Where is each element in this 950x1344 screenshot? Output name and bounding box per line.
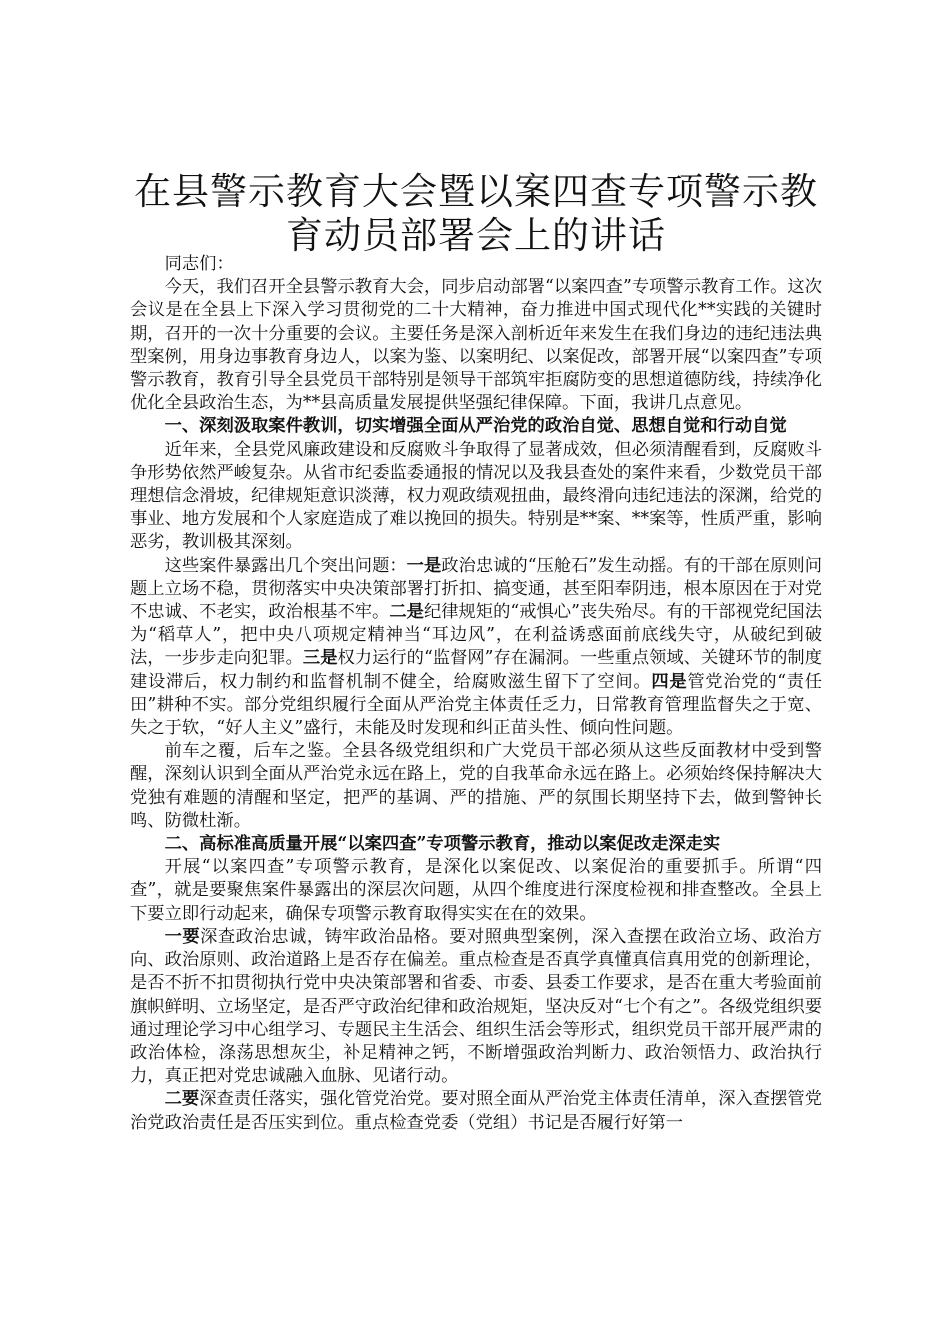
paragraph-check-2 xyxy=(130,1088,822,1134)
problem-2-text: 纪律规矩的“戒惧心”丧失殆尽。有的干部视党纪国法为“稻草人”，把中央八项规定精神当“耳边风”，在利益诱惑面前底线失守，从破纪到破法，一步步走向犯罪。 xyxy=(130,602,822,669)
paragraph-four-checks: 开展“以案四查”专项警示教育，是深化以案促改、以案促治的重要抓手。所谓“四查”，就是要聚焦案件暴露出的深层次问题，从四个维度进行深度检视和排查整改。全县上下要立即行动起来，确保专项警示教育取得实实在在的效果。 xyxy=(130,857,822,924)
check-2-keyword: 二要 xyxy=(164,1089,200,1110)
problem-4-text: 管党治党的“责任田”耕种不实。部分党组织履行全面从严治党主体责任乏力，日常教育管理监督失之于宽、失之于软，“好人主义”盛行，未能及时发现和纠正苗头性、倾向性问题。 xyxy=(130,671,822,739)
intro-paragraph: 今天，我们召开全县警示教育大会，同步启动部署“以案四查”专项警示教育工作。这次会议是在全县上下深入学习贯彻党的二十大精神，奋力推进中国式现代化**实践的关键时期，召开的一次十分重要的会议。主要任务是深入剖析近年来发生在我们身边的违纪违法典型案例，用身边事教育身边人，以案为鉴、以案明纪、以案促改，部署开展“以案四查”专项警示教育，教育引导全县党员干部特别是领导干部筑牢拒腐防变的思想道德防线，持续净化优化全县政治生态，为**县高质量发展提供坚强纪律保障。下面，我讲几点意见。 xyxy=(130,277,822,414)
check-1-keyword: 一要 xyxy=(164,926,201,947)
problem-2-keyword: 二是 xyxy=(389,602,424,623)
problem-3-keyword: 三是 xyxy=(302,648,338,669)
check-1-text: 深查政治忠诚，铸牢政治品格。要对照典型案例，深入查摆在政治立场、政治方向、政治原则、政治道路上是否存在偏差。重点检查是否真学真懂真信真用党的创新理论，是否不折不扣贯彻执行党中央决策部署和省委、市委、县委工作要求，是否在重大考验面前旗帜鲜明、立场坚定，是否严守政治纪律和政治规矩，坚决反对“七个有之”。各级党组织要通过理论学习中心组学习、专题民主生活会、组织生活会等形式，组织党员干部开展严肃的政治体检，涤荡思想灰尘，补足精神之钙，不断增强政治判断力、政治领悟力、政治执行力，真正把对党忠诚融入血脉、见诸行动。 xyxy=(130,926,822,1087)
paragraph-problems xyxy=(130,555,822,741)
section-heading-2: 二、高标准高质量开展“以案四查”专项警示教育，推动以案促改走深走实 xyxy=(164,834,721,855)
paragraph-lessons: 前车之覆，后车之鉴。全县各级党组织和广大党员干部必须从这些反面教材中受到警醒，深刻认识到全面从严治党永远在路上，党的自我革命永远在路上。必须始终保持解决大党独有难题的清醒和坚定，把严的基调、严的措施、严的氛围长期坚持下去，做到警钟长鸣、防微杜渐。 xyxy=(130,741,822,831)
paragraph-check-1 xyxy=(130,926,822,1088)
document-body xyxy=(130,253,822,1135)
section-heading-1: 一、深刻汲取案件教训，切实增强全面从严治党的政治自觉、思想自觉和行动自觉 xyxy=(164,416,787,437)
problem-1-keyword: 一是 xyxy=(406,555,442,576)
problems-lead: 这些案件暴露出几个突出问题： xyxy=(164,555,407,576)
paragraph-recent-years: 近年来，全县党风廉政建设和反腐败斗争取得了显著成效，但必须清醒看到，反腐败斗争形势依然严峻复杂。从省市纪委监委通报的情况以及我县查处的案件来看，少数党员干部理想信念滑坡，纪律规矩意识淡薄，权力观政绩观扭曲，最终滑向违纪违法的深渊，给党的事业、地方发展和个人家庭造成了难以挽回的损失。特别是**案、**案等，性质严重，影响恶劣，教训极其深刻。 xyxy=(130,439,822,553)
problem-1-text: 政治忠诚的“压舱石”发生动摇。有的干部在原则问题上立场不稳，贯彻落实中央决策部署打折扣、搞变通，甚至阳奉阴违，根本原因在于对党不忠诚、不老实，政治根基不牢。 xyxy=(130,555,822,623)
problem-3-text: 权力运行的“监督网”存在漏洞。一些重点领域、关键环节的制度建设滞后，权力制约和监督机制不健全，给腐败滋生留下了空间。 xyxy=(130,648,822,692)
problem-4-keyword: 四是 xyxy=(651,671,688,692)
check-2-text: 深查责任落实，强化管党治党。要对照全面从严治党主体责任清单，深入查摆管党治党政治责任是否压实到位。重点检查党委（党组）书记是否履行好第一 xyxy=(130,1089,822,1133)
salutation: 同志们： xyxy=(164,254,234,274)
document-title: 在县警示教育大会暨以案四查专项警示教育动员部署会上的讲话 xyxy=(134,170,818,257)
